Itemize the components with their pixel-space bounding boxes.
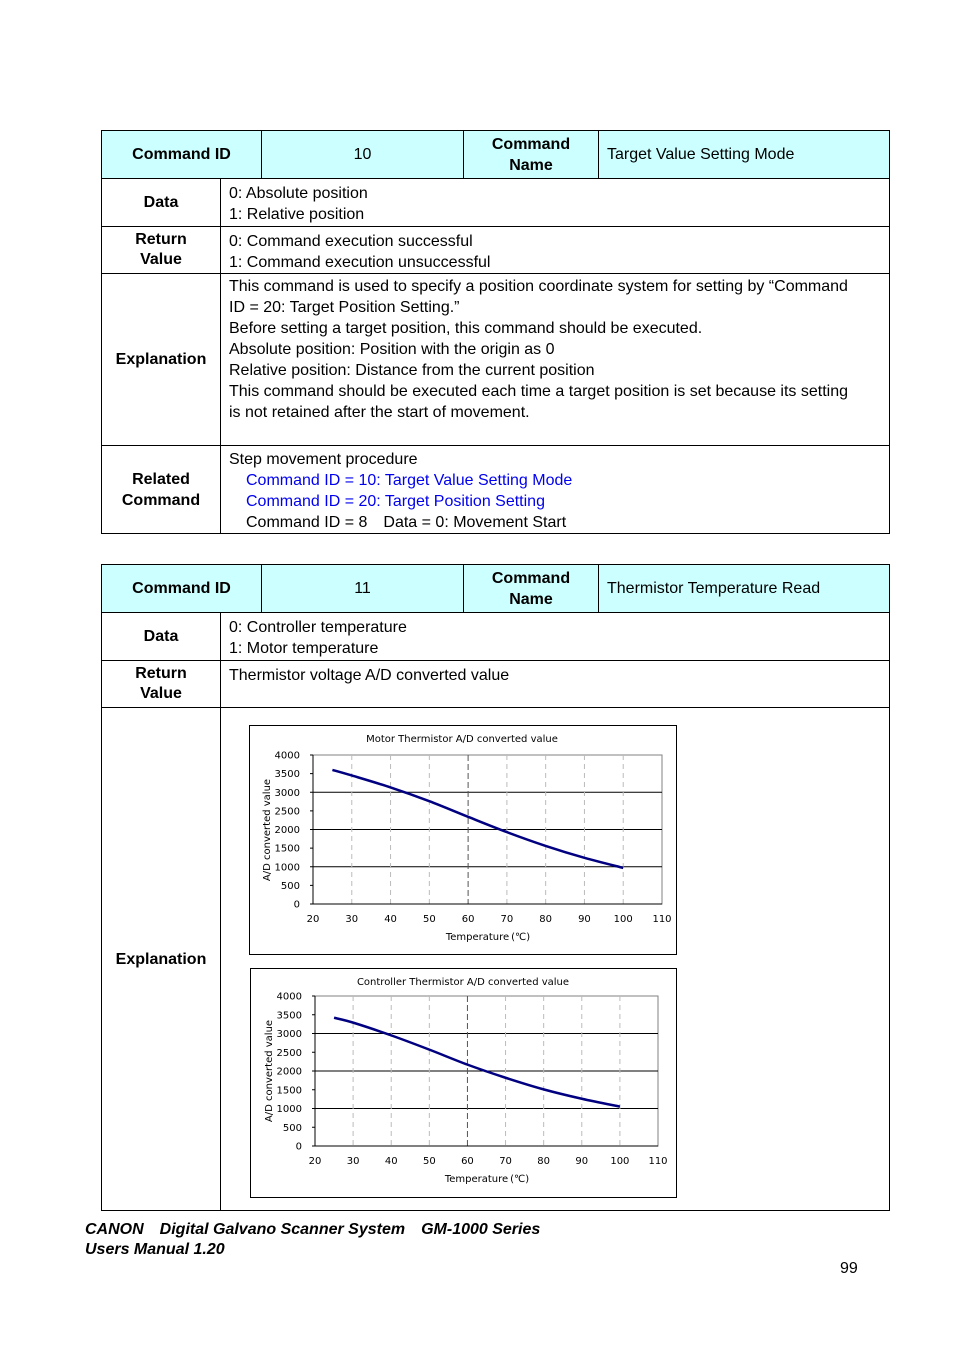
explanation-line: Absolute position: Position with the origin as 0: [229, 341, 555, 358]
y-tick-label: 2500: [276, 1047, 302, 1059]
y-tick-label: 3500: [274, 769, 300, 781]
return-values: [221, 661, 889, 707]
y-tick-label: 2500: [274, 806, 300, 818]
series-line: [334, 1018, 620, 1107]
controller-thermistor-chart-svg: [251, 969, 676, 1197]
y-tick-label: 2000: [276, 1066, 302, 1078]
x-tick-label: 60: [461, 1156, 474, 1167]
y-tick-label: 3500: [276, 1010, 302, 1022]
return-value-row: [102, 226, 889, 273]
related-command-list: [221, 446, 889, 533]
x-tick-label: 110: [652, 914, 672, 925]
related-link-command-20[interactable]: Command ID = 20: Target Position Setting: [246, 493, 545, 510]
explanation-line: Relative position: Distance from the current position: [229, 362, 595, 379]
x-tick-label: 100: [613, 914, 633, 925]
y-tick-label: 1500: [276, 1085, 302, 1097]
x-tick-label: 60: [461, 914, 475, 925]
command-name-label-line2: Name: [509, 590, 553, 608]
related-command-8: Command ID = 8 Data = 0: Movement Start: [246, 514, 567, 531]
x-tick-label: 110: [648, 1156, 668, 1167]
data-line: 0: Controller temperature: [229, 619, 407, 636]
x-tick-label: 20: [308, 1156, 322, 1167]
command-id-value: 10: [262, 131, 464, 178]
explanation-label: Explanation: [102, 274, 221, 445]
related-label-line2: Command: [121, 491, 201, 509]
motor-thermistor-chart: [249, 725, 677, 955]
x-tick-label: 20: [306, 914, 320, 925]
chart-ylabel: A/D converted value: [262, 778, 273, 882]
related-command-label: [102, 446, 221, 533]
data-row: [102, 613, 889, 660]
return-value-label: [102, 227, 221, 273]
series-line: [332, 770, 623, 868]
x-tick-label: 80: [537, 1156, 551, 1167]
return-label-line1: Return: [135, 231, 187, 248]
y-tick-label: 500: [280, 880, 300, 892]
chart-ylabel: A/D converted value: [264, 1019, 275, 1123]
explanation-line: Before setting a target position, this command should be executed.: [229, 320, 703, 337]
data-line: 0: Absolute position: [229, 185, 368, 202]
command-id-label: Command ID: [102, 131, 262, 178]
y-tick-label: 4000: [274, 750, 300, 762]
y-tick-label: 0: [293, 899, 300, 911]
command-name-label-line1: Command: [491, 135, 571, 153]
page-number: 99: [840, 1260, 858, 1277]
data-label: Data: [102, 179, 221, 226]
x-tick-label: 100: [610, 1156, 630, 1167]
chart-title: Motor Thermistor A/D converted value: [366, 734, 558, 745]
chart-xlabel: Temperature (℃): [445, 932, 531, 943]
y-tick-label: 2000: [274, 825, 300, 836]
return-label-line2: Value: [140, 251, 182, 268]
plot-area: [277, 992, 668, 1168]
y-tick-label: 500: [282, 1122, 302, 1134]
table-header: [102, 565, 889, 613]
command-name-label: [464, 131, 599, 178]
y-tick-label: 0: [295, 1141, 302, 1153]
command-table-10: [101, 130, 890, 534]
data-label: Data: [102, 613, 221, 660]
x-tick-label: 50: [422, 1156, 436, 1167]
command-id-value: 11: [262, 565, 464, 612]
command-id-label: Command ID: [102, 565, 262, 612]
table-header: [102, 131, 889, 179]
x-tick-label: 90: [578, 914, 591, 925]
return-label-line2: Value: [140, 685, 182, 702]
return-values: [221, 227, 889, 273]
footer: [85, 1220, 540, 1260]
y-tick-label: 1000: [276, 1104, 302, 1115]
related-heading: Step movement procedure: [229, 451, 418, 468]
x-tick-label: 30: [346, 1156, 360, 1167]
data-values: [221, 179, 889, 226]
y-tick-label: 4000: [276, 991, 302, 1003]
explanation-line: This command is used to specify a position coordinate system for setting by “Command: [229, 278, 848, 295]
command-name-label-line1: Command: [491, 569, 571, 587]
command-name-label: [464, 565, 599, 612]
explanation-line: is not retained after the start of movement.: [229, 404, 530, 421]
return-line: Thermistor voltage A/D converted value: [229, 667, 510, 684]
motor-thermistor-chart-svg: [250, 726, 676, 954]
command-name-value: Target Value Setting Mode: [607, 146, 795, 163]
chart-xlabel: Temperature (℃): [444, 1174, 530, 1185]
return-value-row: [102, 660, 889, 707]
command-name-label-line2: Name: [509, 156, 553, 174]
footer-manual-version: Users Manual 1.20: [85, 1241, 225, 1258]
command-name-value: Thermistor Temperature Read: [607, 580, 821, 597]
related-label-line1: Related: [132, 470, 190, 488]
explanation-row: [102, 273, 889, 445]
return-line: 0: Command execution successful: [229, 233, 473, 250]
y-tick-label: 1000: [274, 862, 300, 874]
data-row: [102, 179, 889, 226]
x-tick-label: 90: [575, 1156, 589, 1167]
related-command-row: [102, 445, 889, 533]
y-tick-label: 3000: [276, 1029, 302, 1040]
x-tick-label: 80: [539, 914, 553, 925]
explanation-line: ID = 20: Target Position Setting.”: [229, 299, 460, 316]
y-tick-label: 3000: [274, 787, 300, 799]
related-link-command-10[interactable]: Command ID = 10: Target Value Setting Mode: [246, 472, 573, 489]
explanation-label: Explanation: [102, 708, 221, 1210]
explanation-text: [221, 274, 889, 445]
plot-area: [275, 751, 672, 926]
data-line: 1: Motor temperature: [229, 640, 379, 657]
footer-product: CANON Digital Galvano Scanner System GM-1000 Series: [85, 1221, 541, 1238]
x-tick-label: 70: [500, 914, 514, 925]
chart-title: Controller Thermistor A/D converted value: [356, 977, 570, 988]
x-tick-label: 30: [345, 914, 359, 925]
return-line: 1: Command execution unsuccessful: [229, 254, 491, 271]
x-tick-label: 50: [422, 914, 436, 925]
controller-thermistor-chart: [250, 968, 677, 1198]
x-tick-label: 40: [384, 1156, 398, 1167]
explanation-line: This command should be executed each time a target position is set because its setting: [229, 383, 849, 400]
x-tick-label: 70: [499, 1156, 512, 1167]
x-tick-label: 40: [384, 914, 397, 925]
return-value-label: [102, 661, 221, 707]
return-label-line1: Return: [135, 665, 187, 682]
y-tick-label: 1500: [274, 843, 300, 855]
data-values: [221, 613, 889, 660]
data-line: 1: Relative position: [229, 206, 365, 223]
